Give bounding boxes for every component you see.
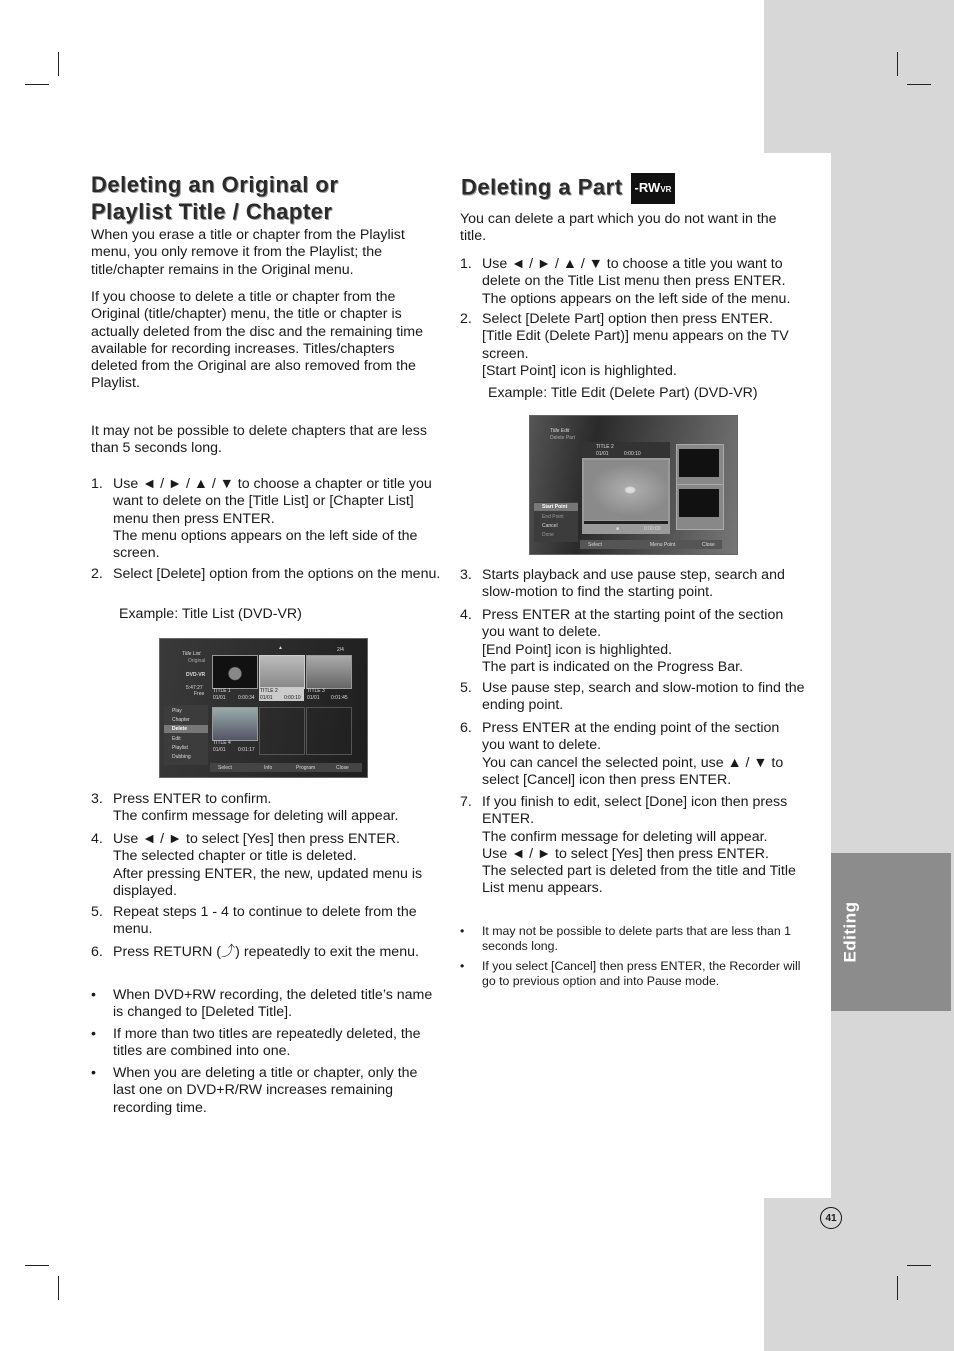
crop-mark: [907, 84, 931, 85]
crop-mark: [897, 1276, 898, 1300]
title-date: 01/01: [596, 451, 609, 457]
thumbnail: [212, 655, 258, 689]
menu-item: Playlist: [172, 745, 188, 751]
thumb-date: 01/01: [260, 695, 273, 701]
thumb-date: 01/01: [213, 747, 226, 753]
left-bullet: • When you are deleting a title or chapter, only the last one on DVD+R/RW increases remaining recording time.: [91, 1065, 418, 1116]
menu-item: Play: [172, 708, 182, 714]
crop-mark: [25, 84, 49, 85]
footer-item: Select: [588, 542, 602, 548]
left-bullet: • If more than two titles are repeatedly deleted, the titles are combined into one.: [91, 1026, 421, 1060]
screen-subheader: Delete Part: [550, 435, 576, 441]
right-bullet: • It may not be possible to delete parts that are less than 1 seconds long.: [460, 924, 791, 954]
left-step: 3. Press ENTER to confirm. The confirm message for deleting will appear.: [91, 791, 399, 825]
left-step: 2. Select [Delete] option from the options on the menu.: [91, 566, 441, 582]
footer-item: Close: [336, 765, 349, 771]
thumbnail: [306, 655, 352, 689]
thumb-date: 01/01: [307, 695, 320, 701]
right-step: 7. If you finish to edit, select [Done] icon then press ENTER. The confirm message for deleting will appear. Use ◄ / ► to select [Yes] then press ENTER. The selected part is deleted from the title and Title List menu appears.: [460, 794, 796, 897]
left-step: 4. Use ◄ / ► to select [Yes] then press ENTER. The selected chapter or title is deleted. After pressing ENTER, the new, updated menu is displayed.: [91, 831, 423, 899]
menu-item: Cancel: [542, 523, 558, 529]
menu-item: Start Point: [542, 504, 568, 510]
menu-item: Dubbing: [172, 754, 191, 760]
crop-mark: [58, 1276, 59, 1300]
right-step: 2. Select [Delete Part] option then press ENTER. [Title Edit (Delete Part)] menu appears on the TV screen. [Start Point] icon is highlighted.: [460, 311, 789, 379]
thumbnail: [259, 655, 305, 689]
right-intro: You can delete a part which you do not want in the title.: [460, 211, 777, 245]
left-bullet: • When DVD+RW recording, the deleted title’s name is changed to [Deleted Title].: [91, 987, 433, 1021]
crop-mark: [58, 52, 59, 76]
footer-item: Info: [264, 765, 273, 771]
right-heading: Deleting a Part -RWVR: [461, 173, 761, 204]
thumb-title: TITLE 3: [307, 688, 325, 694]
right-step: 4. Press ENTER at the starting point of the section you want to delete. [End Point] icon is highlighted. The part is indicated on the Progress Bar.: [460, 607, 784, 675]
sidebar-top-band: [764, 0, 954, 153]
screen-header: Title List: [182, 651, 201, 657]
left-paragraph: If you choose to delete a title or chapter from the Original (title/chapter) menu, the title or chapter is actually deleted from the disc and the remaining time available for recording increases. Titles/chapters deleted from the Original are also removed from the Playlist.: [91, 289, 424, 392]
empty-slot: [259, 707, 305, 755]
menu-item: Chapter: [172, 717, 190, 723]
sidebar-bottom-band: [764, 1198, 954, 1351]
screen-subheader: Original: [188, 658, 206, 664]
video-frame: [584, 460, 668, 520]
left-heading: Deleting an Original or Playlist Title / Chapter: [91, 172, 339, 224]
end-point-preview-frame: [679, 489, 719, 517]
footer-item: Menu Point: [650, 542, 676, 548]
left-paragraph: When you erase a title or chapter from the Playlist menu, you only remove it from the Playlist; the title/chapter remains in the Original menu.: [91, 227, 405, 278]
thumbnail: [212, 707, 258, 741]
title-name: TITLE 2: [596, 444, 614, 450]
footer-item: Program: [296, 765, 316, 771]
thumb-duration: 0:01:45: [331, 695, 348, 701]
remaining-time: 5:47:27: [186, 685, 203, 691]
edit-counter: 0:00:00: [644, 526, 661, 532]
disc-type: DVD-VR: [186, 672, 206, 678]
up-arrow-icon: ▲: [278, 645, 283, 651]
thumb-title: TITLE 2: [260, 688, 278, 694]
page-number: 41: [820, 1207, 842, 1229]
footer-item: Select: [218, 765, 232, 771]
free-label: Free: [194, 691, 205, 697]
section-tab-label: Editing: [841, 901, 861, 963]
menu-item: End Point: [542, 514, 564, 520]
sidebar-band: [831, 153, 954, 1198]
thumb-date: 01/01: [213, 695, 226, 701]
right-step: 6. Press ENTER at the ending point of the section you want to delete. You can cancel the selected point, use ▲ / ▼ to select [Cancel] icon then press ENTER.: [460, 720, 784, 788]
right-step: 5. Use pause step, search and slow-motion to find the ending point.: [460, 680, 805, 714]
screen-header: Title Edit: [550, 428, 570, 434]
left-step: 5. Repeat steps 1 - 4 to continue to delete from the menu.: [91, 904, 417, 938]
empty-slot: [306, 707, 352, 755]
page-indicator: 2/4: [337, 647, 344, 653]
thumb-title: TITLE 4: [213, 740, 231, 746]
left-note: It may not be possible to delete chapters that are less than 5 seconds long.: [91, 423, 427, 457]
thumb-duration: 0:01:17: [238, 747, 255, 753]
footer-item: Close: [702, 542, 715, 548]
thumb-duration: 0:00:34: [238, 695, 255, 701]
right-example-caption: Example: Title Edit (Delete Part) (DVD-VR): [488, 385, 758, 401]
right-step: 3. Starts playback and use pause step, search and slow-motion to find the starting point.: [460, 567, 785, 601]
crop-mark: [897, 52, 898, 76]
right-step: 1. Use ◄ / ► / ▲ / ▼ to choose a title you want to delete on the Title List menu then press ENTER. The options appears on the left side of the menu.: [460, 256, 791, 307]
progress-bar: [584, 521, 668, 524]
crop-mark: [907, 1265, 931, 1266]
stop-icon: ■: [616, 526, 620, 532]
left-example-caption: Example: Title List (DVD-VR): [119, 606, 302, 622]
menu-item: Delete: [172, 726, 188, 732]
menu-item: Done: [542, 532, 554, 538]
right-bullet: • If you select [Cancel] then press ENTER, the Recorder will go to previous option and into Pause mode.: [460, 959, 801, 989]
title-list-screenshot: [159, 638, 368, 778]
title-edit-screenshot: [529, 415, 738, 555]
title-duration: 0:00:10: [624, 451, 641, 457]
format-badge: -RWVR: [631, 173, 676, 204]
start-point-preview-frame: [679, 449, 719, 477]
thumb-title: TITLE 1: [213, 688, 231, 694]
menu-item: Edit: [172, 736, 181, 742]
left-step: 1. Use ◄ / ► / ▲ / ▼ to choose a chapter or title you want to delete on the [Title List] or [Chapter List] menu then press ENTER. The menu options appears on the left side of the screen.: [91, 476, 432, 562]
thumb-duration: 0:00:10: [284, 695, 301, 701]
crop-mark: [25, 1265, 49, 1266]
left-step: 6. Press RETURN (⤴) repeatedly to exit the menu.: [91, 944, 419, 960]
